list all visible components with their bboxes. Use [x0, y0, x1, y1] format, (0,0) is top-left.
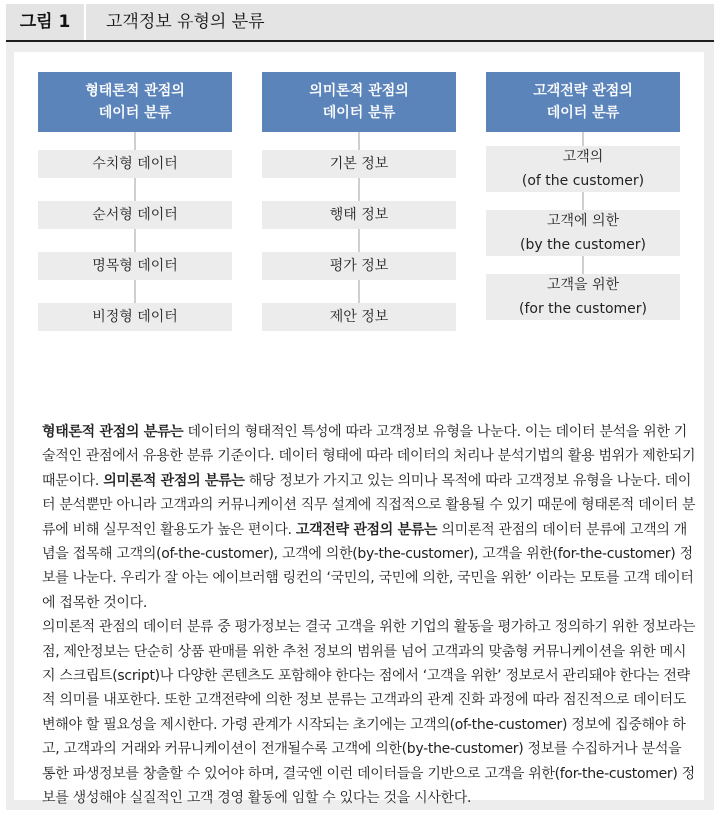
- text-run: 해당 정보가 가지고 있는 의미나 목적에 따라 고객정보 유형을 나눈다. 데이터 분석뿐만 아니라 고객과의 커뮤니케이션 직무 설계에 직접적으로 활용될 수 있기 때문에 형태론적 데이터 분류에 비해 실무적인 활용도가 높은 편이다.: [42, 472, 696, 538]
- category-box: 고객에 의한 (by the customer): [486, 210, 680, 256]
- category-box: 평가 정보: [262, 252, 456, 280]
- category-box: 고객을 위한 (for the customer): [486, 274, 680, 320]
- connector-line: [134, 280, 136, 303]
- connector-line: [582, 132, 584, 146]
- connector-line: [358, 229, 360, 252]
- category-box: 명목형 데이터: [38, 252, 232, 280]
- category-box: 제안 정보: [262, 303, 456, 331]
- connector-line: [582, 192, 584, 210]
- column-header: 고객전략 관점의 데이터 분류: [486, 72, 680, 132]
- column-header: 형태론적 관점의 데이터 분류: [38, 72, 232, 132]
- category-box: 비정형 데이터: [38, 303, 232, 331]
- figure-title: 고객정보 유형의 분류: [106, 12, 265, 32]
- column-customer-strategy: [486, 72, 680, 320]
- connector-line: [358, 280, 360, 303]
- bold-term: 형태론적 관점의 분류는: [42, 424, 184, 440]
- connector-line: [358, 178, 360, 201]
- category-box: 수치형 데이터: [38, 150, 232, 178]
- bold-term: 고객전략 관점의 분류는: [295, 521, 438, 538]
- title-divider: [84, 4, 86, 40]
- body-paragraph-1: [42, 420, 698, 615]
- category-box: 순서형 데이터: [38, 201, 232, 229]
- connector-line: [134, 178, 136, 201]
- connector-line: [358, 132, 360, 150]
- bold-term: 의미론적 관점의 분류는: [103, 472, 245, 489]
- connector-line: [134, 132, 136, 150]
- column-semantic-meaning: [262, 72, 456, 331]
- body-text: [42, 420, 698, 811]
- text-run: 데이터의 형태적인 특성에 따라 고객정보 유형을 나눈다. 이는 데이터 분석을 위한 기술적인 관점에서 유용한 분류 기준이다. 데이터 형태에 따라 데이터의 처리나 분석기법의 활용 범위가 제한되기 때문이다.: [42, 424, 696, 489]
- body-paragraph-2: 의미론적 관점의 데이터 분류 중 평가정보는 결국 고객을 위한 기업의 활동을 평가하고 정의하기 위한 정보라는 점, 제안정보는 단순히 상품 판매를 위한 추천 정보의 범위를 넘어 고객과의 맞춤형 커뮤니케이션을 위한 메시지 스크립트(script)나 다양한 콘텐츠도 포함해야 한다는 점에서 ‘고객을 위한’ 정보로서 관리돼야 한다는 전략적 의미를 내포한다. 또한 고객전략에 의한 정보 분류는 고객과의 관계 진화 과정에 따라 점진적으로 데이터도 변해야 할 필요성을 제시한다. 가령 관계가 시작되는 초기에는 고객의(of-the-customer) 정보에 집중해야 하고, 고객과의 거래와 커뮤니케이션이 전개될수록 고객에 의한(by-the-customer) 정보를 수집하거나 분석을 통한 파생정보를 창출할 수 있어야 하며, 결국엔 이런 데이터들을 기반으로 고객을 위한(for-the-customer) 정보를 생성해야 실질적인 고객 경영 활동에 임할 수 있다는 것을 시사한다.: [42, 619, 696, 807]
- figure-label: 그림 1: [19, 12, 71, 32]
- category-box: 행태 정보: [262, 201, 456, 229]
- category-box: 고객의 (of the customer): [486, 146, 680, 192]
- connector-line: [582, 256, 584, 274]
- content-panel: [14, 52, 704, 807]
- column-semantic-form: [38, 72, 232, 331]
- figure-title-bar: [6, 4, 714, 42]
- category-box: 기본 정보: [262, 150, 456, 178]
- connector-line: [134, 229, 136, 252]
- column-header: 의미론적 관점의 데이터 분류: [262, 72, 456, 132]
- text-run: 의미론적 관점의 데이터 분류에 고객의 개념을 접목해 고객의(of-the-customer), 고객에 의한(by-the-customer), 고객을 위한(for-the-customer) 정보를 나눈다. 우리가 잘 아는 에이브러햄 링컨의 ‘국민의, 국민에 의한, 국민을 위한’ 이라는 모토를 고객 데이터에 접목한 것이다.: [42, 521, 694, 611]
